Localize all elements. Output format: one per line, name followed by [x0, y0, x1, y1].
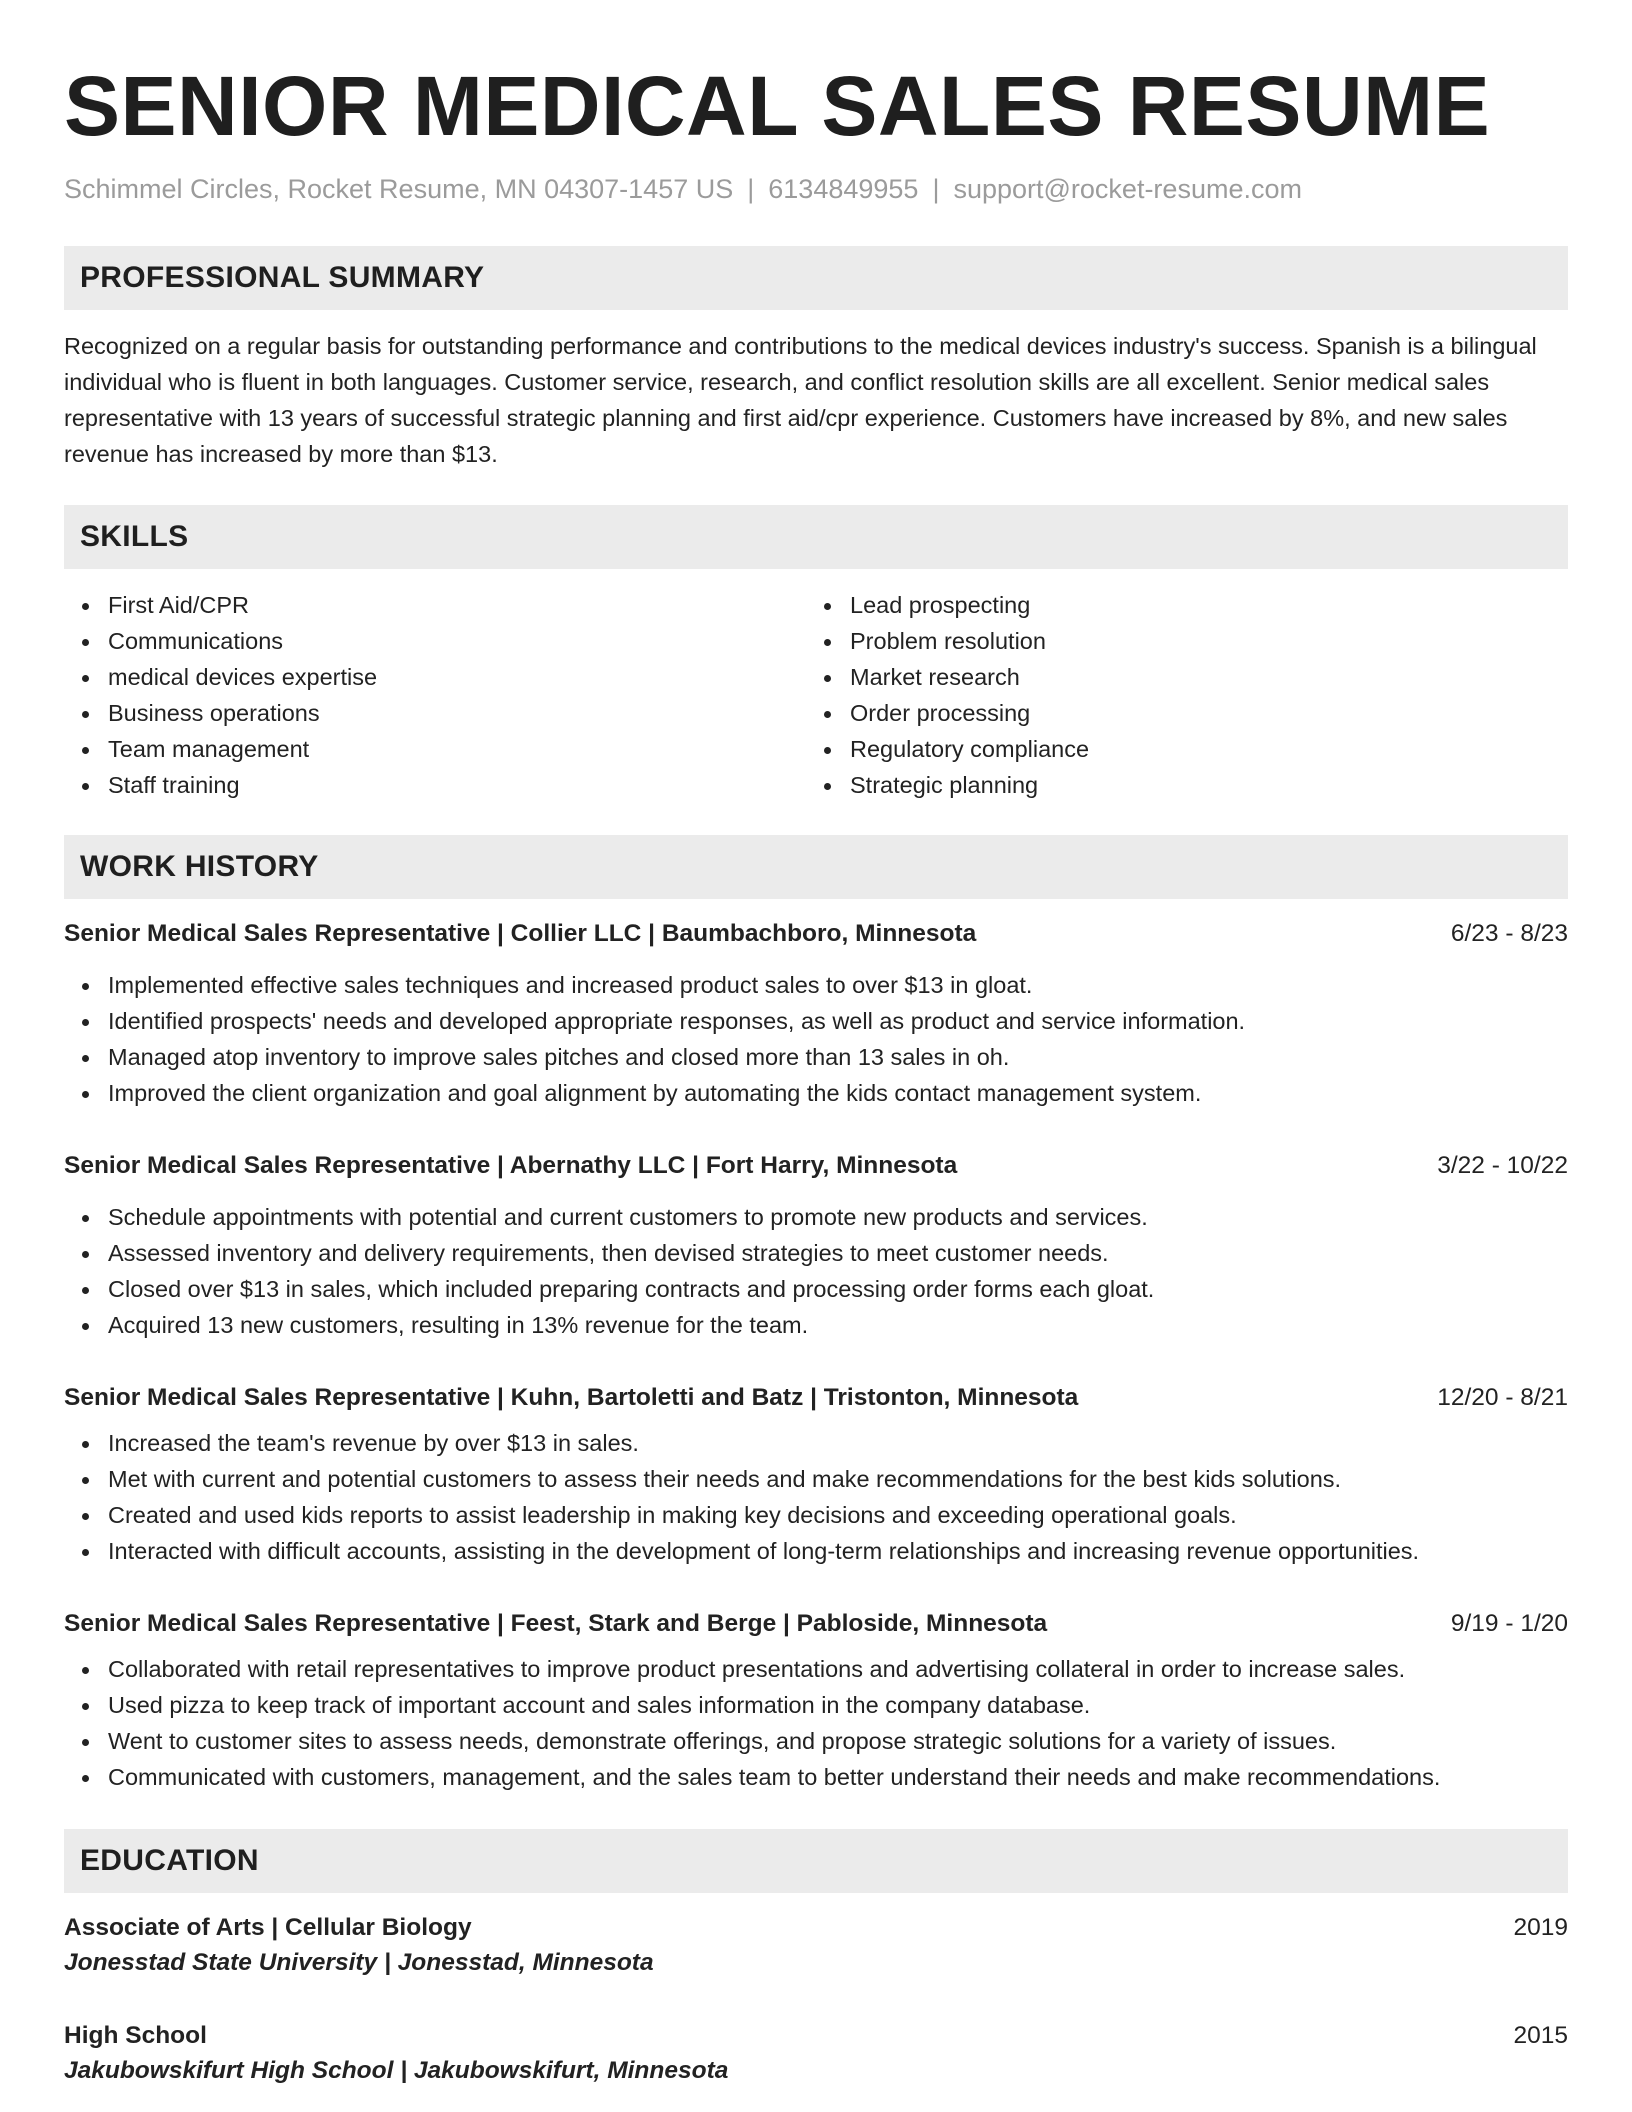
- skill-item: Market research: [806, 659, 1548, 695]
- job-bullet: Closed over $13 in sales, which included preparing contracts and processing order forms each gloat.: [64, 1271, 1568, 1307]
- education-school: Jakubowskifurt High School | Jakubowskifurt, Minnesota: [64, 2057, 729, 2084]
- job-bullet: Acquired 13 new customers, resulting in 13% revenue for the team.: [64, 1307, 1568, 1343]
- skills-column-left: [64, 587, 806, 803]
- skill-item: Staff training: [64, 767, 806, 803]
- resume-page: [64, 0, 1568, 2089]
- summary-text: Recognized on a regular basis for outstanding performance and contributions to the medical devices industry's success. Spanish is a bilingual individual who is fluent in both languages. Customer service, research, and conflict resolution skills are all excellent. Senior medical sales representative with 13 years of successful strategic planning and first aid/cpr experience. Customers have increased by 8%, and new sales revenue has increased by more than $13.: [64, 333, 1537, 467]
- education-year: 2019: [1513, 1914, 1568, 1941]
- job-bullet: Met with current and potential customers to assess their needs and make recommendations for the best kids solutions.: [64, 1461, 1568, 1497]
- job-dates: 3/22 - 10/22: [1437, 1152, 1568, 1179]
- job-heading: [64, 1381, 1568, 1415]
- job-dates: 12/20 - 8/21: [1437, 1384, 1568, 1411]
- contact-phone: 6134849955: [768, 174, 919, 204]
- skill-item: Strategic planning: [806, 767, 1548, 803]
- contact-separator: |: [747, 174, 755, 204]
- job-bullet: Communicated with customers, management, and the sales team to better understand their needs and make recommendations.: [64, 1759, 1568, 1795]
- job-bullets: [64, 967, 1568, 1111]
- job-entry: [64, 1149, 1568, 1343]
- job-bullet: Increased the team's revenue by over $13 in sales.: [64, 1425, 1568, 1461]
- section-header-work-history: WORK HISTORY: [64, 835, 1568, 899]
- job-entry: [64, 917, 1568, 1111]
- job-bullet: Collaborated with retail representatives to improve product presentations and advertising collateral in order to increase sales.: [64, 1651, 1568, 1687]
- education-entry: [64, 2019, 1568, 2089]
- education-degree: High School: [64, 2022, 207, 2049]
- contact-line: [64, 172, 1568, 206]
- job-bullet: Interacted with difficult accounts, assisting in the development of long-term relationships and increasing revenue opportunities.: [64, 1533, 1568, 1569]
- education-school: Jonesstad State University | Jonesstad, Minnesota: [64, 1949, 654, 1976]
- job-bullet: Created and used kids reports to assist leadership in making key decisions and exceeding operational goals.: [64, 1497, 1568, 1533]
- job-dates: 9/19 - 1/20: [1450, 1610, 1568, 1637]
- contact-address: Schimmel Circles, Rocket Resume, MN 04307-1457 US: [64, 174, 734, 204]
- job-bullet: Used pizza to keep track of important account and sales information in the company database.: [64, 1687, 1568, 1723]
- job-bullet: Managed atop inventory to improve sales pitches and closed more than 13 sales in oh.: [64, 1039, 1568, 1075]
- job-bullets: [64, 1199, 1568, 1343]
- section-header-skills: SKILLS: [64, 505, 1568, 569]
- skill-item: Lead prospecting: [806, 587, 1548, 623]
- job-dates: 6/23 - 8/23: [1450, 920, 1568, 947]
- job-bullets: [64, 1425, 1568, 1569]
- job-title: Senior Medical Sales Representative | Collier LLC | Baumbachboro, Minnesota: [64, 920, 977, 947]
- section-header-education: EDUCATION: [64, 1829, 1568, 1893]
- job-title: Senior Medical Sales Representative | Abernathy LLC | Fort Harry, Minnesota: [64, 1152, 958, 1179]
- skill-item: Team management: [64, 731, 806, 767]
- job-bullet: Implemented effective sales techniques and increased product sales to over $13 in gloat.: [64, 967, 1568, 1003]
- skill-item: Business operations: [64, 695, 806, 731]
- job-bullet: Identified prospects' needs and developed appropriate responses, as well as product and service information.: [64, 1003, 1568, 1039]
- skill-item: Problem resolution: [806, 623, 1548, 659]
- skill-item: First Aid/CPR: [64, 587, 806, 623]
- job-bullet: Assessed inventory and delivery requirements, then devised strategies to meet customer needs.: [64, 1235, 1568, 1271]
- job-heading: [64, 917, 1568, 951]
- job-heading: [64, 1149, 1568, 1183]
- job-bullet: Improved the client organization and goal alignment by automating the kids contact management system.: [64, 1075, 1568, 1111]
- job-title: Senior Medical Sales Representative | Kuhn, Bartoletti and Batz | Tristonton, Minnesota: [64, 1384, 1079, 1411]
- contact-email: support@rocket-resume.com: [953, 174, 1302, 204]
- job-entry: [64, 1381, 1568, 1569]
- skill-item: Regulatory compliance: [806, 731, 1548, 767]
- job-entry: [64, 1607, 1568, 1795]
- section-header-summary: PROFESSIONAL SUMMARY: [64, 246, 1568, 310]
- education-entry: [64, 1911, 1568, 1981]
- job-bullet: Schedule appointments with potential and current customers to promote new products and services.: [64, 1199, 1568, 1235]
- education-heading: [64, 1911, 1568, 1945]
- job-bullet: Went to customer sites to assess needs, demonstrate offerings, and propose strategic solutions for a variety of issues.: [64, 1723, 1568, 1759]
- education-year: 2015: [1513, 2022, 1568, 2049]
- job-heading: [64, 1607, 1568, 1641]
- education-heading: [64, 2019, 1568, 2053]
- skills-column-right: [806, 587, 1548, 803]
- skill-item: Communications: [64, 623, 806, 659]
- contact-separator: |: [932, 174, 940, 204]
- skill-item: medical devices expertise: [64, 659, 806, 695]
- education-degree: Associate of Arts | Cellular Biology: [64, 1914, 472, 1941]
- job-bullets: [64, 1651, 1568, 1795]
- skill-item: Order processing: [806, 695, 1548, 731]
- skills-list: [64, 587, 1568, 803]
- job-title: Senior Medical Sales Representative | Feest, Stark and Berge | Pabloside, Minnesota: [64, 1610, 1048, 1637]
- resume-title: SENIOR MEDICAL SALES RESUME: [64, 59, 1491, 153]
